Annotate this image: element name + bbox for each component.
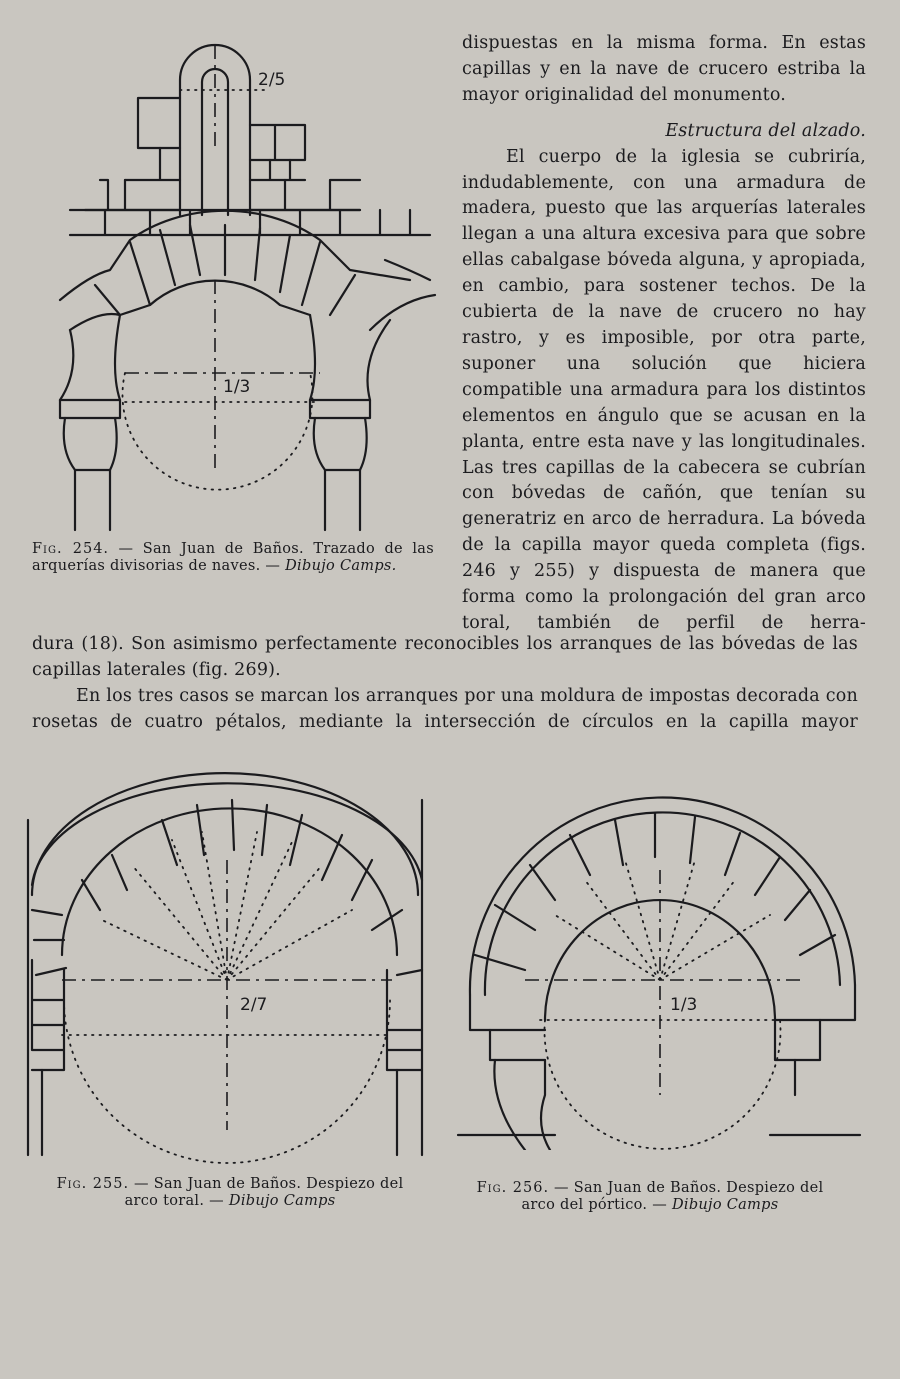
figure-254-drawing — [30, 30, 440, 535]
fig256-caption-credit: Dibujo Camps — [671, 1197, 779, 1213]
fig256-label-center: 1/3 — [670, 995, 698, 1015]
fig255-caption-credit: Dibujo Camps — [228, 1193, 336, 1209]
figure-255-drawing — [22, 770, 432, 1165]
paragraph-last: En los tres casos se marcan los arranques por una moldura de impostas decorada con rosetas de cuatro pétalos, mediante la intersección de círculos en la capilla mayor — [32, 686, 858, 732]
fig254-label-center: 1/3 — [223, 377, 251, 397]
full-width-text — [32, 631, 858, 735]
section-heading: Estructura del alzado. — [665, 120, 866, 141]
fig254-label-top: 2/5 — [258, 70, 286, 90]
figure-254-caption — [32, 541, 434, 575]
fig255-caption-number: Fig. 255. — [56, 1176, 130, 1192]
paragraph-intro: dispuestas en la misma forma. En estas capillas y en la nave de crucero estriba la mayor originalidad del monumento. — [462, 33, 866, 105]
figure-255-caption — [40, 1176, 420, 1210]
fig254-caption-number: Fig. 254. — [32, 541, 110, 557]
paragraph-main: El cuerpo de la iglesia se cubriría, indudablemente, con una armadura de madera, puesto que las arquerías laterales llegan a una altura excesiva para que sobre ellas cabalgase bóveda alguna, y apropiada, en cambio, para sostener techos. De la cubierta de la nave de crucero no hay rastro, y es imposible, por otra parte, suponer una solución que hiciera compatible una armadura para los distintos elementos en ángulo que se acusan en la planta, entre esta nave y las longitudinales. Las tres capillas de la cabecera se cubrían con bóvedas de cañón, que tenían su generatriz en arco de herradura. La bóveda de la capilla mayor queda completa (figs. 246 y 255) y dispuesta de manera que forma como la prolongación del gran arco toral, también de perfil de herra- — [462, 146, 866, 633]
fig254-caption-credit: Dibujo Camps. — [285, 558, 397, 574]
fig254-caption-text: — San Juan de Baños. Trazado de las arquerías divisorias de naves. — — [32, 541, 434, 574]
figure-256-drawing — [455, 795, 865, 1150]
paragraph-main-continued: dura (18). Son asimismo perfectamente reconocibles los arranques de las bóvedas de las capillas laterales (fig. 269). — [32, 634, 858, 680]
figure-256-caption — [468, 1180, 832, 1214]
fig255-label-center: 2/7 — [240, 995, 268, 1015]
fig256-caption-text: — San Juan de Baños. Despiezo del arco del pórtico. — — [521, 1180, 824, 1213]
fig256-caption-number: Fig. 256. — [476, 1180, 550, 1196]
right-column — [462, 31, 866, 637]
fig255-caption-text: — San Juan de Baños. Despiezo del arco toral. — — [124, 1176, 404, 1209]
